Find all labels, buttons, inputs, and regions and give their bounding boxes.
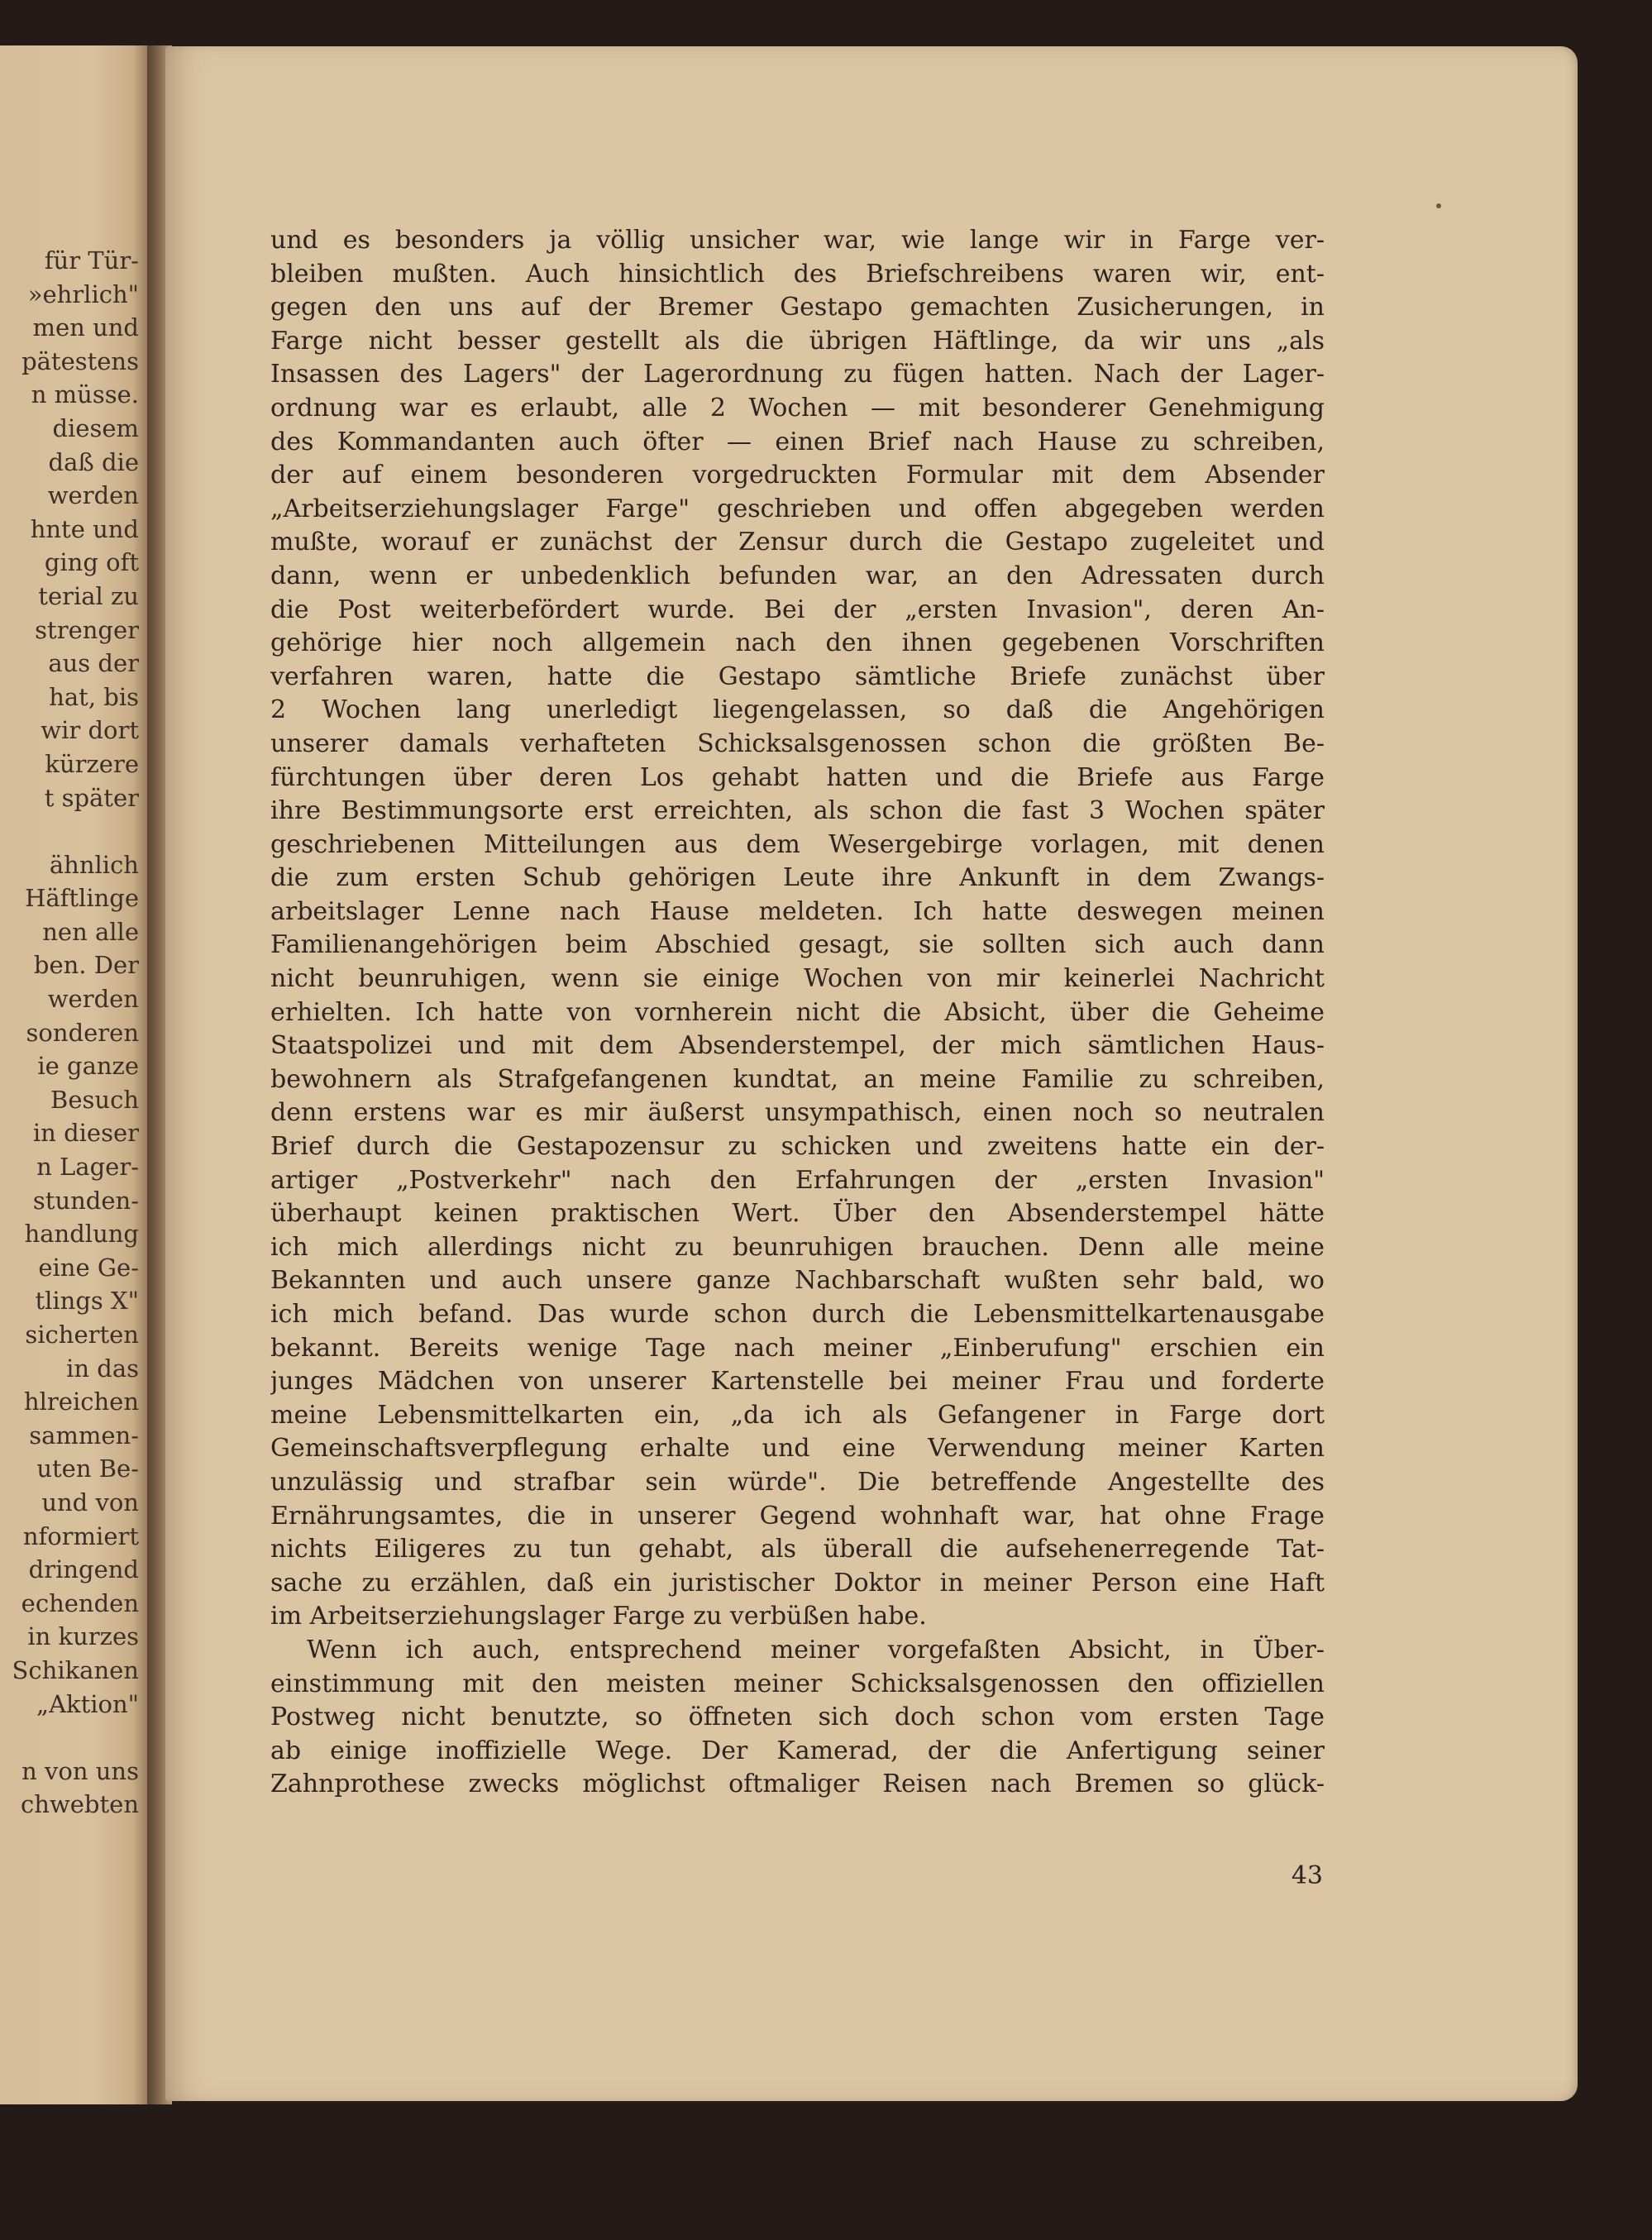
- previous-page-line: chwebten: [21, 1790, 139, 1819]
- text-line: verfahren waren, hatte die Gestapo sämtliche Briefe zunächst über: [270, 661, 1325, 691]
- previous-page-line: in dieser: [32, 1119, 139, 1148]
- text-line: fürchtungen über deren Los gehabt hatten und die Briefe aus Farge: [270, 762, 1325, 792]
- previous-page-line: [0, 814, 150, 848]
- previous-page-line: nen alle: [42, 917, 139, 946]
- previous-page-line: stunden-: [32, 1186, 139, 1215]
- book-page: [165, 46, 1578, 2101]
- previous-page-line: daß die: [48, 447, 139, 476]
- previous-page-line: Häftlinge: [25, 884, 139, 913]
- previous-page-line: Besuch: [50, 1085, 139, 1114]
- text-line: Insassen des Lagers" der Lagerordnung zu fügen hatten. Nach der Lager-: [270, 360, 1325, 389]
- previous-page-line: [0, 1721, 150, 1755]
- paper-speck: [1436, 203, 1441, 208]
- previous-page-line: wir dort: [41, 716, 139, 745]
- text-line: bekannt. Bereits wenige Tage nach meiner „Einberufung" erschien ein: [270, 1333, 1325, 1363]
- previous-page-line: werden: [47, 481, 139, 510]
- text-line: Bekannten und auch unsere ganze Nachbarschaft wußten sehr bald, wo: [270, 1266, 1325, 1296]
- text-line: überhaupt keinen praktischen Wert. Über den Absenderstempel hätte: [270, 1199, 1325, 1229]
- previous-page-line: eine Ge-: [38, 1253, 139, 1282]
- previous-page-line: ähnlich: [49, 850, 139, 879]
- previous-page-line: in das: [66, 1354, 139, 1383]
- previous-page-line: aus der: [48, 649, 139, 678]
- text-line: nichts Eiligeres zu tun gehabt, als überall die aufsehenerregende Tat-: [270, 1535, 1325, 1564]
- previous-page-line: n von uns: [21, 1756, 139, 1785]
- text-line: gegen den uns auf der Bremer Gestapo gemachten Zusicherungen, in: [270, 293, 1325, 322]
- text-line: sache zu erzählen, daß ein juristischer Doktor in meiner Person eine Haft: [270, 1568, 1325, 1598]
- previous-page-line: „Aktion": [36, 1689, 139, 1718]
- text-line: im Arbeitserziehungslager Farge zu verbüßen habe.: [270, 1602, 927, 1631]
- previous-page-line: hat, bis: [49, 682, 139, 711]
- previous-page-line: n Lager-: [36, 1153, 139, 1182]
- text-line: Brief durch die Gestapozensur zu schicken und zweitens hatte ein der-: [270, 1132, 1325, 1162]
- previous-page-line: n müsse.: [31, 380, 139, 409]
- text-line: nicht beunruhigen, wenn sie einige Wochen von mir keinerlei Nachricht: [270, 964, 1325, 994]
- text-line: arbeitslager Lenne nach Hause meldeten. Ich hatte deswegen meinen: [270, 896, 1325, 926]
- text-line: mußte, worauf er zunächst der Zensur durch die Gestapo zugeleitet und: [270, 528, 1325, 557]
- previous-page-line: tlings X": [35, 1287, 139, 1316]
- previous-page-text: [0, 244, 150, 1822]
- text-line: Zahnprothese zwecks möglichst oftmaliger Reisen nach Bremen so glück-: [270, 1770, 1325, 1799]
- text-line: Gemeinschaftsverpflegung erhalte und eine Verwendung meiner Karten: [270, 1434, 1325, 1464]
- paragraph: [270, 1634, 1325, 1802]
- previous-page-line: und von: [41, 1488, 139, 1516]
- previous-page-line: in kurzes: [27, 1622, 139, 1651]
- previous-page-line: sicherten: [25, 1321, 139, 1349]
- previous-page-line: ben. Der: [33, 951, 139, 980]
- text-line: ich mich befand. Das wurde schon durch die Lebensmittelkartenausgabe: [270, 1300, 1325, 1329]
- previous-page-line: dringend: [28, 1555, 139, 1584]
- text-line: meine Lebensmittelkarten ein, „da ich als Gefangener in Farge dort: [270, 1400, 1325, 1430]
- previous-page-line: sammen-: [29, 1421, 139, 1450]
- text-line: Farge nicht besser gestellt als die übrigen Häftlinge, da wir uns „als: [270, 326, 1325, 356]
- previous-page-line: werden: [47, 985, 139, 1014]
- previous-page-line: hnte und: [30, 514, 139, 543]
- text-line: 2 Wochen lang unerledigt liegengelassen, so daß die Angehörigen: [270, 695, 1325, 725]
- text-line: Familienangehörigen beim Abschied gesagt, sie sollten sich auch dann: [270, 930, 1325, 960]
- text-line: bleiben mußten. Auch hinsichtlich des Briefschreibens waren wir, ent-: [270, 259, 1325, 289]
- text-line: der auf einem besonderen vorgedruckten Formular mit dem Absender: [270, 461, 1325, 490]
- previous-page-line: uten Be-: [36, 1454, 139, 1483]
- previous-page-line: Schikanen: [12, 1655, 139, 1684]
- text-line: einstimmung mit den meisten meiner Schicksalsgenossen den offiziellen: [270, 1669, 1325, 1698]
- text-line: artiger „Postverkehr" nach den Erfahrungen der „ersten Invasion": [270, 1165, 1325, 1195]
- page-number: 43: [1291, 1861, 1323, 1890]
- text-line: „Arbeitserziehungslager Farge" geschrieben und offen abgegeben werden: [270, 494, 1325, 523]
- previous-page-line: sonderen: [26, 1018, 139, 1047]
- text-line: Wenn ich auch, entsprechend meiner vorgefaßten Absicht, in Über-: [307, 1635, 1325, 1664]
- text-line: bewohnern als Strafgefangenen kundtat, an meine Familie zu schreiben,: [270, 1064, 1325, 1094]
- text-line: die zum ersten Schub gehörigen Leute ihre Ankunft in dem Zwangs-: [270, 863, 1325, 893]
- text-line: unzulässig und strafbar sein würde". Die betreffende Angestellte des: [270, 1467, 1325, 1497]
- previous-page-strip: [0, 45, 150, 2104]
- text-line: unserer damals verhafteten Schicksalsgenossen schon die größten Be-: [270, 728, 1325, 758]
- text-line: ich mich allerdings nicht zu beunruhigen brauchen. Denn alle meine: [270, 1232, 1325, 1262]
- previous-page-line: für Tür-: [44, 246, 139, 275]
- text-line: des Kommandanten auch öfter — einen Brief nach Hause zu schreiben,: [270, 427, 1325, 456]
- text-line: Postweg nicht benutzte, so öffneten sich doch schon vom ersten Tage: [270, 1703, 1325, 1732]
- previous-page-line: pätestens: [21, 346, 139, 375]
- text-line: ordnung war es erlaubt, alle 2 Wochen — mit besonderer Genehmigung: [270, 393, 1325, 423]
- previous-page-line: ie ganze: [37, 1052, 139, 1081]
- text-line: dann, wenn er unbedenklich befunden war, an den Adressaten durch: [270, 561, 1325, 590]
- text-line: Ernährungsamtes, die in unserer Gegend wohnhaft war, hat ohne Frage: [270, 1501, 1325, 1531]
- text-line: junges Mädchen von unserer Kartenstelle bei meiner Frau und forderte: [270, 1367, 1325, 1397]
- text-line: ab einige inoffizielle Wege. Der Kamerad, der die Anfertigung seiner: [270, 1736, 1325, 1765]
- text-line: erhielten. Ich hatte von vornherein nicht die Absicht, über die Geheime: [270, 997, 1325, 1027]
- previous-page-line: handlung: [24, 1220, 139, 1249]
- previous-page-line: diesem: [52, 413, 139, 442]
- previous-page-line: men und: [32, 313, 139, 342]
- previous-page-line: »ehrlich": [27, 279, 139, 308]
- page-body-text: [270, 224, 1325, 1802]
- text-line: gehörige hier noch allgemein nach den ihnen gegebenen Vorschriften: [270, 628, 1325, 658]
- text-line: geschriebenen Mitteilungen aus dem Wesergebirge vorlagen, mit denen: [270, 829, 1325, 859]
- previous-page-line: ging oft: [44, 548, 139, 577]
- previous-page-line: t später: [44, 783, 139, 812]
- text-line: und es besonders ja völlig unsicher war, wie lange wir in Farge ver-: [270, 226, 1325, 255]
- previous-page-line: terial zu: [38, 581, 139, 610]
- text-line: Staatspolizei und mit dem Absenderstempel, der mich sämtlichen Haus-: [270, 1031, 1325, 1061]
- previous-page-line: strenger: [35, 615, 139, 644]
- text-line: ihre Bestimmungsorte erst erreichten, als schon die fast 3 Wochen später: [270, 796, 1325, 826]
- paragraph: [270, 224, 1325, 1634]
- previous-page-line: kürzere: [45, 749, 139, 778]
- text-line: denn erstens war es mir äußerst unsympathisch, einen noch so neutralen: [270, 1098, 1325, 1128]
- previous-page-line: echenden: [21, 1588, 139, 1617]
- previous-page-line: hlreichen: [23, 1387, 139, 1416]
- text-line: die Post weiterbefördert wurde. Bei der „ersten Invasion", deren An-: [270, 595, 1325, 624]
- previous-page-line: nformiert: [22, 1521, 139, 1550]
